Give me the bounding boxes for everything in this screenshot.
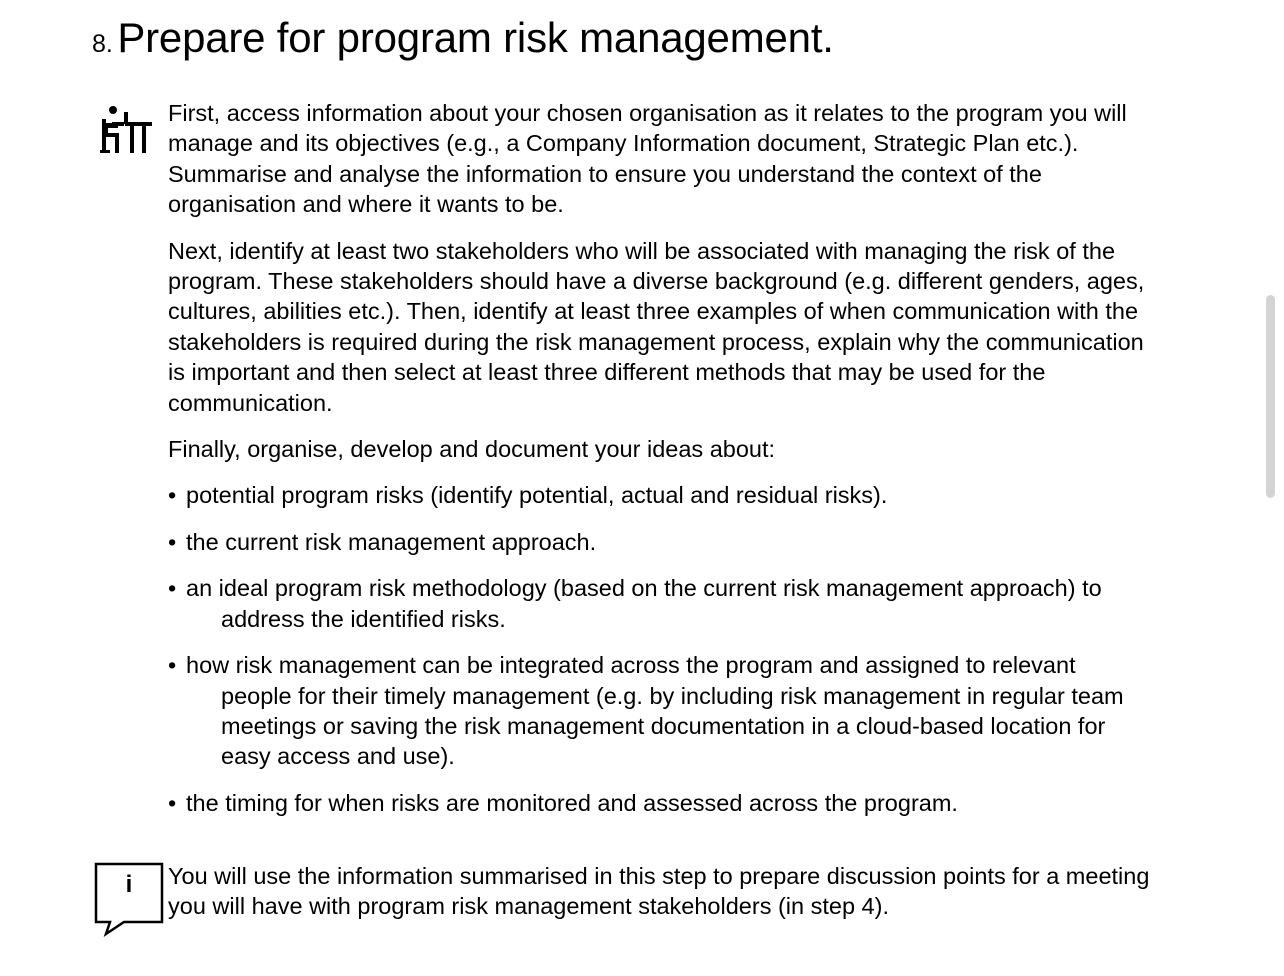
bullet-item <box>168 573 1148 634</box>
bullet-text: the current risk management approach. <box>186 528 597 555</box>
bullet-item <box>168 788 1148 818</box>
bullet-text: the timing for when risks are monitored and assessed across the program. <box>186 789 958 816</box>
bullet-text: an ideal program risk methodology (based on the current risk management approach) to address the identified risks. <box>186 575 1102 632</box>
paragraph-organisation: First, access information about your chosen organisation as it relates to the program you will manage and its objectives (e.g., a Company Information document, Strategic Plan etc.). Summarise and analyse the information to ensure you understand the context of the organisation and where it wants to be. <box>168 100 1127 218</box>
bullet-dot: • <box>168 528 177 555</box>
step-title: Prepare for program risk management. <box>117 14 834 61</box>
bullet-text: potential program risks (identify potential, actual and residual risks). <box>186 482 888 509</box>
bullet-dot: • <box>168 482 177 509</box>
bullet-text: how risk management can be integrated across the program and assigned to relevant people for their timely management (e.g. by including risk management in regular team meetings or saving the risk management documentation in a cloud-based location for easy access and use). <box>186 652 1124 770</box>
instructions <box>168 98 1148 834</box>
info-glyph: i <box>125 871 133 898</box>
scrollbar[interactable] <box>1266 295 1275 498</box>
bullet-item <box>168 650 1148 772</box>
bullet-dot: • <box>168 652 177 679</box>
step-number: 8. <box>92 30 113 58</box>
info-note: You will use the information summarised in this step to prepare discussion points for a meeting you will have with program risk management stakeholders (in step 4). <box>168 863 1150 920</box>
bullet-item <box>168 527 1148 557</box>
step-heading <box>92 14 834 62</box>
bullet-item <box>168 480 1148 510</box>
person-at-desk-icon <box>98 103 152 155</box>
bullet-dot: • <box>168 575 177 602</box>
paragraph-stakeholders: Next, identify at least two stakeholders who will be associated with managing the risk of the program. These stakeholders should have a diverse background (e.g. different genders, ages, cultures, abilities etc.). Then, identify at least three examples of when communication with the stakeholders is required during the risk management process, explain why the communication is important and then select at least three different methods that may be used for the communication. <box>168 237 1145 416</box>
bullet-dot: • <box>168 789 177 816</box>
info-speech-bubble-icon <box>94 862 164 938</box>
paragraph-finally: Finally, organise, develop and document your ideas about: <box>168 436 776 463</box>
